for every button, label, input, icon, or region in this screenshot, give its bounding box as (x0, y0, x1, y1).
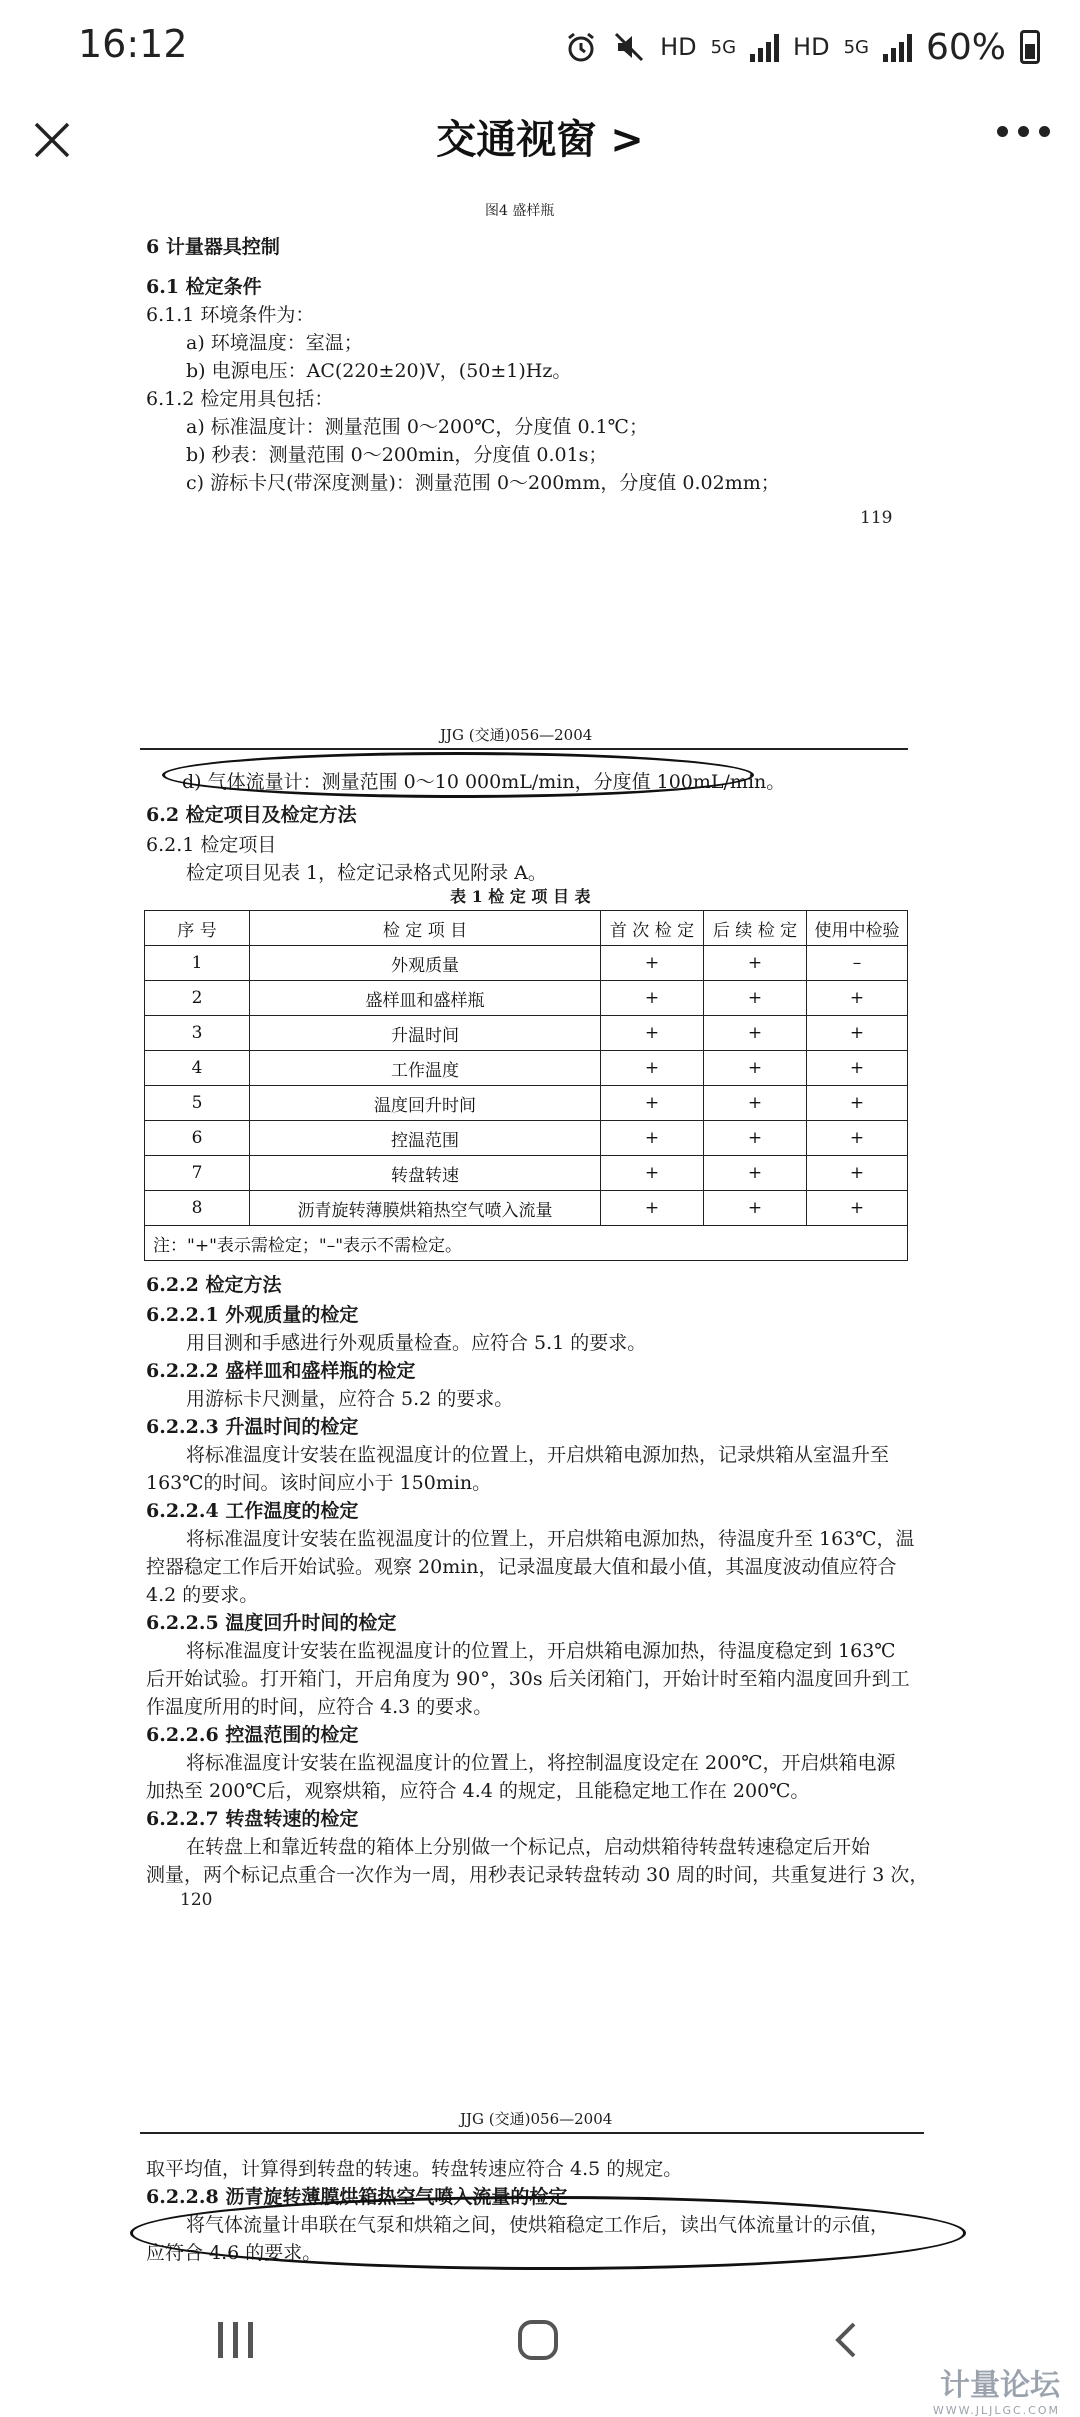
table-cell: + (807, 981, 908, 1016)
section-heading: 6.2.2.6 控温范围的检定 (146, 1724, 359, 1746)
clause-text: 6.1.1 环境条件为： (146, 304, 315, 326)
section-heading: 6.2.2 检定方法 (146, 1274, 282, 1296)
list-item: b) 秒表：测量范围 0～200min，分度值 0.01s； (186, 444, 608, 466)
table-row (145, 1121, 908, 1156)
handwritten-ellipse-annotation (130, 2196, 966, 2270)
network-type-label-2: 5G (843, 36, 869, 58)
table-title: 表 1 检 定 项 目 表 (450, 887, 591, 906)
table-cell: 工作温度 (250, 1051, 601, 1086)
body-text: 163℃的时间。该时间应小于 150min。 (146, 1472, 492, 1494)
page-number: 119 (860, 508, 893, 528)
table-header-cell: 序 号 (145, 911, 250, 946)
table-cell: 升温时间 (250, 1016, 601, 1051)
header-rule (140, 2132, 924, 2134)
table-cell: + (601, 1156, 704, 1191)
page-header: JJG (交通)056—2004 (440, 726, 593, 744)
table-cell: + (807, 1086, 908, 1121)
body-text: 在转盘上和靠近转盘的箱体上分别做一个标记点，启动烘箱待转盘转速稳定后开始 (186, 1836, 871, 1858)
page-header: JJG (交通)056—2004 (460, 2110, 613, 2128)
header-rule (140, 748, 908, 750)
clause-text: 6.1.2 检定用具包括： (146, 388, 334, 410)
table-cell: 盛样皿和盛样瓶 (250, 981, 601, 1016)
figure-caption: 图4 盛样瓶 (485, 203, 555, 219)
table-cell: + (601, 981, 704, 1016)
alarm-icon (564, 30, 598, 64)
list-item: a) 环境温度：室温； (186, 332, 363, 354)
table-row (145, 1086, 908, 1121)
watermark-logo (933, 2360, 1060, 2417)
list-item: b) 电源电压：AC(220±20)V，(50±1)Hz。 (186, 360, 572, 382)
table-cell: 控温范围 (250, 1121, 601, 1156)
section-heading: 6.2 检定项目及检定方法 (146, 804, 357, 826)
table-header-cell: 后 续 检 定 (704, 911, 807, 946)
body-text: 取平均值，计算得到转盘的转速。转盘转速应符合 4.5 的规定。 (146, 2158, 683, 2180)
body-text: 用游标卡尺测量，应符合 5.2 的要求。 (186, 1388, 514, 1410)
list-item: a) 标准温度计：测量范围 0～200℃，分度值 0.1℃； (186, 416, 648, 438)
watermark-text: 计量论坛 (940, 2368, 1060, 2403)
table-note-row (145, 1226, 908, 1261)
hd-label: HD (660, 33, 697, 61)
table-cell: 8 (145, 1191, 250, 1226)
table-note: 注："+"表示需检定；"–"表示不需检定。 (145, 1226, 908, 1261)
signal-icon-2 (883, 32, 912, 62)
page-title[interactable]: 交通视窗 > (436, 117, 644, 163)
body-text: 控器稳定工作后开始试验。观察 20min，记录温度最大值和最小值，其温度波动值应符合 (146, 1556, 897, 1578)
table-cell: + (807, 1051, 908, 1086)
handwritten-ellipse-annotation (162, 752, 754, 798)
table-cell: + (807, 1156, 908, 1191)
table-cell: 外观质量 (250, 946, 601, 981)
table-cell: + (704, 946, 807, 981)
table-cell: 3 (145, 1016, 250, 1051)
watermark-url: WWW.JLJLGC.COM (932, 2404, 1060, 2417)
body-text: 将标准温度计安装在监视温度计的位置上，开启烘箱电源加热，记录烘箱从室温升至 (186, 1444, 890, 1466)
section-heading: 6.2.2.2 盛样皿和盛样瓶的检定 (146, 1360, 416, 1382)
body-text: 将标准温度计安装在监视温度计的位置上，开启烘箱电源加热，待温度稳定到 163℃ (186, 1640, 896, 1662)
body-text: 加热至 200℃后，观察烘箱，应符合 4.4 的规定，且能稳定地工作在 200℃。 (146, 1780, 810, 1802)
section-heading: 6 计量器具控制 (146, 236, 280, 258)
body-text: 将标准温度计安装在监视温度计的位置上，开启烘箱电源加热，待温度升至 163℃，温 (186, 1528, 915, 1550)
table-cell: 1 (145, 946, 250, 981)
recents-icon[interactable] (218, 2322, 253, 2358)
section-heading: 6.2.2.8 沥青旋转薄膜烘箱热空气喷入流量的检定 (146, 2186, 568, 2208)
section-heading: 6.1 检定条件 (146, 276, 262, 298)
table-row (145, 1016, 908, 1051)
list-item: d) 气体流量计：测量范围 0～10 000mL/min，分度值 100mL/min。 (182, 771, 786, 793)
home-icon[interactable] (518, 2320, 558, 2360)
table-body (145, 946, 908, 1226)
table-cell: – (807, 946, 908, 981)
signal-icon (750, 32, 779, 62)
table-row (145, 981, 908, 1016)
body-text: 检定项目见表 1，检定记录格式见附录 A。 (186, 862, 547, 884)
back-icon[interactable] (828, 2320, 868, 2360)
table-row (145, 1191, 908, 1226)
table-header-row (145, 911, 908, 946)
mute-icon (612, 30, 646, 64)
body-text: 将气体流量计串联在气泵和烘箱之间，使烘箱稳定工作后，读出气体流量计的示值， (186, 2214, 890, 2236)
inspection-items-table (144, 910, 908, 1261)
table-cell: + (704, 981, 807, 1016)
body-text: 后开始试验。打开箱门，开启角度为 90°，30s 后关闭箱门，开始计时至箱内温度回升到工 (146, 1668, 910, 1690)
section-heading: 6.2.2.1 外观质量的检定 (146, 1304, 359, 1326)
body-text: 应符合 4.6 的要求。 (146, 2242, 322, 2264)
table-cell: 温度回升时间 (250, 1086, 601, 1121)
hd-label-2: HD (793, 33, 830, 61)
battery-percent: 60% (925, 26, 1006, 68)
table-cell: + (704, 1121, 807, 1156)
table-cell: + (601, 1191, 704, 1226)
table-cell: + (807, 1191, 908, 1226)
more-options-icon[interactable] (997, 126, 1050, 137)
body-text: 将标准温度计安装在监视温度计的位置上，将控制温度设定在 200℃，开启烘箱电源 (186, 1752, 896, 1774)
table-cell: 2 (145, 981, 250, 1016)
table-cell: + (704, 1051, 807, 1086)
table-cell: + (704, 1156, 807, 1191)
table-cell: 沥青旋转薄膜烘箱热空气喷入流量 (250, 1191, 601, 1226)
table-header-cell: 使用中检验 (807, 911, 908, 946)
body-text: 4.2 的要求。 (146, 1584, 259, 1606)
table-cell: + (704, 1086, 807, 1121)
table-cell: + (601, 946, 704, 981)
section-heading: 6.2.2.3 升温时间的检定 (146, 1416, 359, 1438)
table-cell: + (704, 1191, 807, 1226)
table-cell: + (807, 1016, 908, 1051)
table-cell: 4 (145, 1051, 250, 1086)
table-row (145, 1156, 908, 1191)
body-text: 用目测和手感进行外观质量检查。应符合 5.1 的要求。 (186, 1332, 647, 1354)
battery-icon (1020, 30, 1040, 64)
status-bar (0, 0, 1080, 90)
table-header-cell: 首 次 检 定 (601, 911, 704, 946)
status-icons (564, 22, 1040, 72)
body-text: 作温度所用的时间，应符合 4.3 的要求。 (146, 1696, 493, 1718)
table-cell: 5 (145, 1086, 250, 1121)
table-cell: + (807, 1121, 908, 1156)
status-time: 16:12 (78, 22, 188, 66)
section-heading: 6.2.2.5 温度回升时间的检定 (146, 1612, 397, 1634)
list-item: c) 游标卡尺(带深度测量)：测量范围 0～200mm，分度值 0.02mm； (186, 472, 780, 494)
table-header-cell: 检 定 项 目 (250, 911, 601, 946)
table-row (145, 946, 908, 981)
document-viewer[interactable] (0, 190, 1080, 2264)
body-text: 测量，两个标记点重合一次作为一周，用秒表记录转盘转动 30 周的时间，共重复进行 3 次， (146, 1864, 929, 1886)
system-navigation-bar (0, 2280, 1080, 2417)
title-bar (0, 90, 1080, 190)
table-cell: + (601, 1086, 704, 1121)
network-type-label: 5G (710, 36, 737, 58)
page-number: 120 (180, 1890, 213, 1910)
table-cell: 转盘转速 (250, 1156, 601, 1191)
table-cell: + (704, 1016, 807, 1051)
table-cell: + (601, 1051, 704, 1086)
table-cell: + (601, 1016, 704, 1051)
table-cell: 7 (145, 1156, 250, 1191)
table-row (145, 1051, 908, 1086)
clause-text: 6.2.1 检定项目 (146, 834, 277, 856)
table-cell: 6 (145, 1121, 250, 1156)
section-heading: 6.2.2.4 工作温度的检定 (146, 1500, 359, 1522)
section-heading: 6.2.2.7 转盘转速的检定 (146, 1808, 359, 1830)
table-cell: + (601, 1121, 704, 1156)
